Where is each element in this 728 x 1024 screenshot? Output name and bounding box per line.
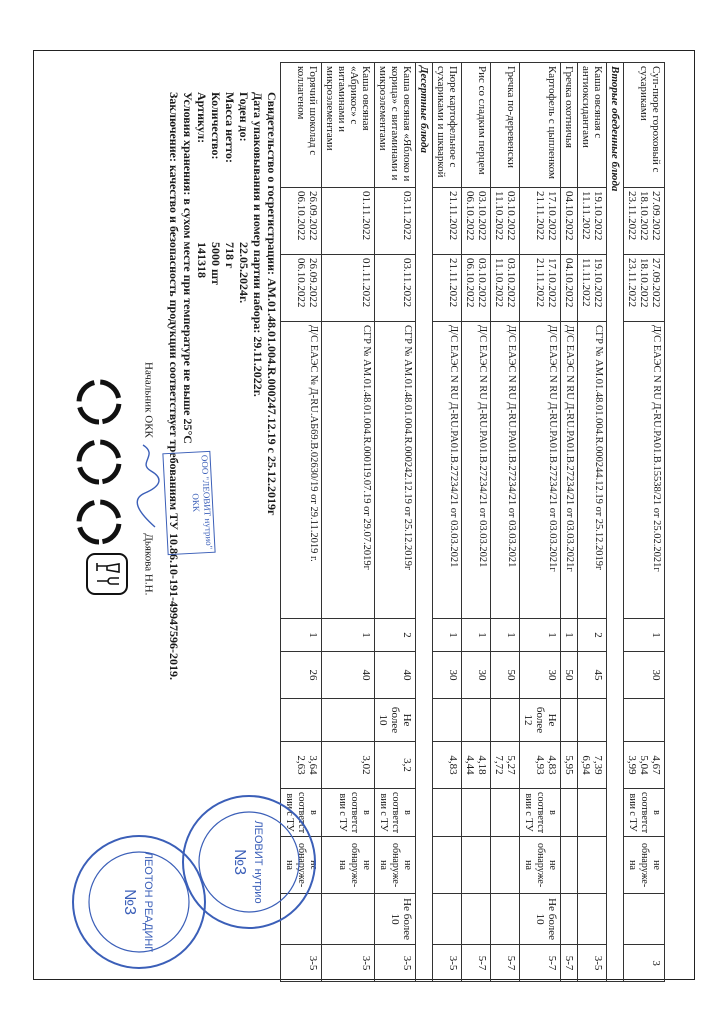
table-cell — [624, 699, 665, 742]
storage-value: в сухом месте при температуре не выше 25°С — [181, 198, 195, 444]
svg-text:ЛЕОТОН РЕАДИНГ: ЛЕОТОН РЕАДИНГ — [142, 851, 154, 953]
table-cell: Гречка охотничья — [561, 63, 578, 188]
table-cell: Д/С ЕАЭС N RU Д-RU.PA01.B.15538/21 от 25.02.2021г — [624, 322, 665, 619]
cell-line: 27.09.2022 — [650, 258, 662, 308]
recycle-icons — [69, 372, 129, 572]
stamp-line2: ОКК — [190, 493, 202, 513]
table-cell — [281, 255, 322, 322]
art-label: Артикул: — [195, 92, 209, 144]
table-cell — [322, 894, 375, 945]
table-cell: 3-5 — [375, 945, 416, 982]
pack-label: Дата упаковывания и номер партии набора: — [251, 92, 265, 334]
table-cell: Д/С ЕАЭС N RU Д-RU.PA01.B.27234/21 от 03.03.2021 — [462, 322, 491, 619]
table-cell — [491, 789, 520, 837]
table-cell: Каша овсяная «Абрикос» с витаминами и микроэлементами — [322, 63, 375, 188]
cell-line: 23.11.2022 — [626, 258, 638, 308]
valid-label: Годен до: — [237, 92, 251, 142]
cell-line: 06.10.2022 — [295, 258, 307, 308]
table-row — [520, 63, 561, 982]
table-cell — [375, 188, 416, 255]
table-cell — [433, 188, 462, 255]
table-cell: 45 — [578, 652, 607, 699]
table-cell: Не более 10 — [520, 894, 561, 945]
cell-line: 27.09.2022 — [650, 191, 662, 241]
stamp-line1: ООО "ЛЕОВИТ нутрио" — [199, 454, 215, 550]
table-cell: Д/С ЕАЭС N RU Д-RU.PA01.B.27234/21 от 03.03.2021г — [520, 322, 561, 619]
cell-line: 2,63 — [295, 755, 307, 775]
svg-text:№3: №3 — [231, 848, 248, 876]
table-cell: СГР № АМ.01.48.01.004.R.000119.07.19 от 29.07.2019г — [322, 322, 375, 619]
table-cell — [433, 255, 462, 322]
cell-line: 21.11.2022 — [447, 258, 459, 308]
table-cell: Д/С ЕАЭС N RU Д-RU.PA01.B.27234/21 от 03.03.2021 — [491, 322, 520, 619]
cell-line: 03.10.2022 — [505, 191, 517, 241]
table-cell — [462, 742, 491, 789]
cell-line: 4,93 — [534, 755, 546, 775]
cell-line: 21.11.2022 — [534, 191, 546, 241]
cell-line: 6,94 — [580, 755, 592, 775]
table-cell — [520, 742, 561, 789]
qty-value: 5000 шт — [209, 242, 223, 286]
table-cell — [561, 837, 578, 894]
table-cell — [462, 255, 491, 322]
cell-line: 19.10.2022 — [592, 191, 604, 241]
cell-line: 3,2 — [401, 758, 413, 772]
table-cell — [578, 894, 607, 945]
rotated-content — [19, 32, 709, 992]
cell-line: 11.10.2022 — [493, 258, 505, 308]
table-cell: 3-5 — [281, 945, 322, 982]
cell-line: 18.10.2022 — [638, 191, 650, 241]
cell-line: 5,95 — [563, 755, 575, 775]
cell-line: 17.10.2022 — [546, 191, 558, 241]
section-header: Вторые обеденные блюда — [607, 63, 624, 982]
table-row — [462, 63, 491, 982]
cell-line: 3,99 — [626, 755, 638, 775]
table-cell — [624, 894, 665, 945]
table-cell — [462, 789, 491, 837]
cell-line: 03.10.2022 — [505, 258, 517, 308]
table-cell: 1 — [491, 619, 520, 652]
table-cell: 1 — [281, 619, 322, 652]
table-cell — [281, 188, 322, 255]
table-cell — [462, 837, 491, 894]
table-row — [578, 63, 607, 982]
table-cell: 5-7 — [520, 945, 561, 982]
table-cell — [462, 699, 491, 742]
table-cell: 2 — [375, 619, 416, 652]
table-cell — [561, 188, 578, 255]
table-cell: Не более 10 — [375, 894, 416, 945]
table-cell: Д/С ЕАЭС N RU Д-RU.PA01.B.27234/21 от 03.03.2021г — [561, 322, 578, 619]
cell-line: 06.10.2022 — [295, 191, 307, 241]
table-cell: Д/С ЕАЭС N RU Д-RU.PA01.B.27234/21 от 03.03.2021 — [433, 322, 462, 619]
table-cell — [322, 742, 375, 789]
table-cell: 30 — [433, 652, 462, 699]
signer-title: Начальник ОКК — [142, 362, 155, 438]
cell-line: 03.11.2022 — [401, 258, 413, 308]
table-row — [491, 63, 520, 982]
table-cell: 30 — [624, 652, 665, 699]
net-value: 718 г — [223, 242, 237, 269]
cell-line: 06.10.2022 — [464, 258, 476, 308]
svg-text:ЛЕОВИТ нутрио: ЛЕОВИТ нутрио — [252, 820, 264, 904]
table-row — [433, 63, 462, 982]
cell-line: 11.11.2022 — [580, 258, 592, 307]
table-cell — [433, 742, 462, 789]
cell-line: 3,64 — [307, 755, 319, 775]
table-cell — [375, 255, 416, 322]
cell-line: 4,44 — [464, 755, 476, 775]
table-cell: Картофель с цыпленком — [520, 63, 561, 188]
table-cell — [624, 742, 665, 789]
cert-label: Свидетельство о госрегистрации: — [265, 92, 279, 275]
table-cell: 3-5 — [433, 945, 462, 982]
table-cell — [624, 255, 665, 322]
table-cell — [578, 699, 607, 742]
table-cell: Горячий шоколад с коллагеном — [281, 63, 322, 188]
cell-line: 04.10.2022 — [563, 258, 575, 308]
round-seal-2 — [69, 832, 209, 972]
table-cell — [281, 699, 322, 742]
table-row — [322, 63, 375, 982]
signer — [135, 362, 161, 595]
table-cell: 1 — [462, 619, 491, 652]
cell-line: 03.11.2022 — [401, 191, 413, 241]
table-cell — [491, 188, 520, 255]
cell-line: 21.11.2022 — [534, 258, 546, 308]
table-cell — [433, 894, 462, 945]
table-cell — [578, 789, 607, 837]
table-row — [416, 63, 433, 982]
table-cell: в соответст вии с ТУ — [322, 789, 375, 837]
cell-line: 11.11.2022 — [580, 191, 592, 240]
signer-name: Дьякова Н.Н. — [142, 533, 155, 596]
table-cell: 3-5 — [322, 945, 375, 982]
table-cell — [375, 742, 416, 789]
table-cell: Пюре картофельное с сухариками и шкваркой — [433, 63, 462, 188]
cell-line: 18.10.2022 — [638, 258, 650, 308]
cell-line: 7,39 — [592, 755, 604, 775]
table-cell — [491, 255, 520, 322]
table-cell — [433, 789, 462, 837]
table-cell — [578, 742, 607, 789]
table-cell: 50 — [561, 652, 578, 699]
table-cell: в соответст вии с ТУ — [375, 789, 416, 837]
cell-line: 5,04 — [638, 755, 650, 775]
conclusion-value: качество и безопасность продукции соответствует требованиям ТУ 10.86.10-191-49947596-2019. — [167, 164, 181, 680]
cell-line: 06.10.2022 — [464, 191, 476, 241]
qty-label: Количество: — [209, 92, 223, 160]
table-cell: 5-7 — [491, 945, 520, 982]
table-cell — [624, 188, 665, 255]
cell-line: 4,83 — [546, 755, 558, 775]
table-cell: Не более 12 — [520, 699, 561, 742]
cell-line: 03.10.2022 — [476, 258, 488, 308]
table-cell — [578, 255, 607, 322]
table-cell: в соответст вии с ТУ — [281, 789, 322, 837]
cell-line: 26.09.2022 — [307, 191, 319, 241]
table-cell: 1 — [561, 619, 578, 652]
table-cell: 40 — [322, 652, 375, 699]
table-cell: 1 — [322, 619, 375, 652]
table-row — [375, 63, 416, 982]
table-cell: Каша овсяная «Яблоко и корица» с витаминами и микроэлементами — [375, 63, 416, 188]
table-cell: Рис со сладким перцем — [462, 63, 491, 188]
table-cell: 3-5 — [578, 945, 607, 982]
table-cell — [462, 188, 491, 255]
table-cell — [561, 742, 578, 789]
cell-line: 11.10.2022 — [493, 191, 505, 241]
table-cell: 5-7 — [462, 945, 491, 982]
table-cell — [322, 188, 375, 255]
art-value: 141318 — [195, 242, 209, 278]
table-cell — [520, 188, 561, 255]
cell-line: 23.11.2022 — [626, 191, 638, 241]
table-cell: 50 — [491, 652, 520, 699]
cert-value: АМ.01.48.01.004.R.000247.12.19 с 25.12.2019г — [265, 278, 279, 516]
section-header: Десертные блюда — [416, 63, 433, 982]
table-cell — [322, 255, 375, 322]
table-cell: не обнаруже-на — [520, 837, 561, 894]
table-cell — [491, 837, 520, 894]
cell-line: 3,02 — [360, 755, 372, 775]
table-cell — [561, 789, 578, 837]
table-cell: не обнаруже-на — [375, 837, 416, 894]
table-cell: СГР № АМ.01.48.01.004.R.000242.12.19 от 25.12.2019г — [375, 322, 416, 619]
table-cell: 26 — [281, 652, 322, 699]
table-cell: Д/С ЕАЭС № Д-RU.АБ69.В.02630/19 от 29.11.2019 г. — [281, 322, 322, 619]
table-cell: 2 — [578, 619, 607, 652]
table-cell — [462, 894, 491, 945]
table-cell: Каша овсяная с антиоксидантами — [578, 63, 607, 188]
table-cell — [491, 742, 520, 789]
table-cell: 30 — [520, 652, 561, 699]
table-cell: 40 — [375, 652, 416, 699]
table-cell: в соответст вии с ТУ — [520, 789, 561, 837]
signature-icon — [135, 441, 161, 531]
table-cell: не обнаруже-на — [624, 837, 665, 894]
table-cell: 5-7 — [561, 945, 578, 982]
table-cell: Суп-пюре гороховый с сухариками — [624, 63, 665, 188]
table-cell — [433, 837, 462, 894]
table-cell — [561, 255, 578, 322]
table-cell: 1 — [624, 619, 665, 652]
table-cell — [491, 894, 520, 945]
table-cell: СГР № АМ.01.48.01.004.R.000244.12.19 от 25.12.2019г — [578, 322, 607, 619]
table-cell — [561, 894, 578, 945]
pack-value: 29.11.2022г. — [251, 336, 265, 397]
table-cell — [491, 699, 520, 742]
cell-line: 19.10.2022 — [592, 258, 604, 308]
table-cell: 1 — [433, 619, 462, 652]
cell-line: 01.11.2022 — [360, 191, 372, 241]
table-cell — [520, 255, 561, 322]
table-row — [624, 63, 665, 982]
table-cell: 1 — [520, 619, 561, 652]
table-cell — [578, 188, 607, 255]
cell-line: 5,27 — [505, 755, 517, 775]
table-cell: 3 — [624, 945, 665, 982]
table-cell: 30 — [462, 652, 491, 699]
table-row — [561, 63, 578, 982]
cell-line: 01.11.2022 — [360, 258, 372, 308]
cell-line: 21.11.2022 — [447, 191, 459, 241]
cell-line: 4,67 — [650, 755, 662, 775]
table-cell — [322, 699, 375, 742]
table-cell: не обнаруже-на — [322, 837, 375, 894]
table-cell: в соответст вии с ТУ — [624, 789, 665, 837]
table-cell: Не более 10 — [375, 699, 416, 742]
cell-line: 04.10.2022 — [563, 191, 575, 241]
valid-value: 22.05.2024г. — [237, 242, 251, 304]
cell-line: 26.09.2022 — [307, 258, 319, 308]
conclusion-label: Заключение: — [167, 92, 181, 162]
cell-line: 7,72 — [493, 755, 505, 775]
table-cell — [281, 742, 322, 789]
table-cell: Гречка по-деревенски — [491, 63, 520, 188]
table-cell — [561, 699, 578, 742]
info-block — [167, 92, 279, 680]
company-stamp — [162, 451, 215, 555]
table-row — [607, 63, 624, 982]
svg-text:№3: №3 — [121, 888, 138, 916]
net-label: Масса нетто: — [223, 92, 237, 163]
food-contact-icon — [85, 552, 129, 596]
table-cell: не обнаруже-на — [281, 837, 322, 894]
cell-line: 03.10.2022 — [476, 191, 488, 241]
cell-line: 4,18 — [476, 755, 488, 775]
storage-label: Условия хранения: — [181, 92, 195, 196]
cell-line: 17.10.2022 — [546, 258, 558, 308]
table-cell — [578, 837, 607, 894]
cell-line: 4,83 — [447, 755, 459, 775]
table-cell — [433, 699, 462, 742]
quality-table — [280, 62, 665, 982]
